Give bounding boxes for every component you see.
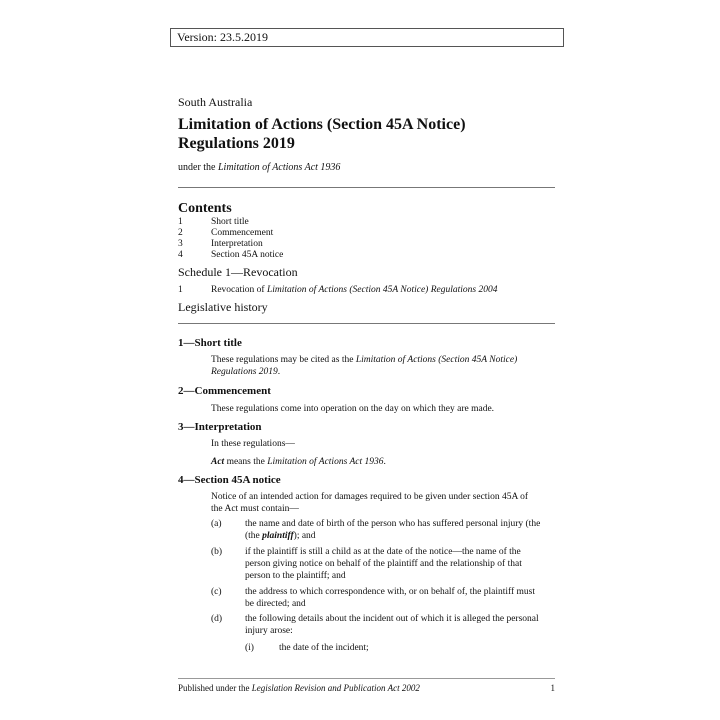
section-heading-1: 1—Short title bbox=[178, 337, 242, 349]
paragraph-a bbox=[211, 518, 556, 544]
paragraph-c bbox=[211, 586, 556, 612]
under-prefix: under the bbox=[178, 162, 218, 173]
section-3-definition bbox=[211, 456, 556, 468]
section-2-text: These regulations come into operation on the day on which they are made. bbox=[211, 404, 495, 414]
paragraph-c-line-2: be directed; and bbox=[245, 599, 306, 609]
paragraph-b-line-2: person giving notice on behalf of the plaintiff and the relationship of that bbox=[245, 559, 522, 569]
divider bbox=[178, 187, 555, 188]
paragraph-text bbox=[245, 586, 556, 610]
title-line-1: Limitation of Actions (Section 45A Notice) bbox=[178, 116, 466, 133]
section-1-citation-2: Regulations 2019 bbox=[211, 367, 278, 377]
toc-num: 1 bbox=[178, 217, 183, 227]
enabling-act-name: Limitation of Actions Act 1936 bbox=[218, 162, 341, 173]
paragraph-text bbox=[245, 546, 556, 582]
section-1-prefix: These regulations may be cited as the bbox=[211, 355, 356, 365]
paragraph-label: (a) bbox=[211, 519, 222, 529]
paragraph-b bbox=[211, 546, 556, 584]
paragraph-c-line-1: the address to which correspondence with, or on behalf of, the plaintiff must bbox=[245, 587, 536, 597]
section-1-suffix: . bbox=[277, 367, 281, 377]
definition-mid: means the bbox=[224, 457, 268, 467]
paragraph-a-line-1: the name and date of birth of the person who has suffered personal injury (the bbox=[245, 519, 541, 529]
toc-label[interactable]: Section 45A notice bbox=[211, 250, 284, 260]
paragraph-a-line-2: (the plaintiff); and bbox=[245, 531, 316, 541]
definition-term: Act bbox=[211, 457, 225, 467]
legislative-history-link[interactable]: Legislative history bbox=[178, 300, 268, 314]
section-4-intro-line-2: the Act must contain— bbox=[211, 504, 299, 514]
paragraph-text bbox=[245, 518, 556, 542]
footer-act: Legislation Revision and Publication Act 2002 bbox=[251, 683, 420, 693]
jurisdiction: South Australia bbox=[178, 95, 253, 109]
paragraph-label: (d) bbox=[211, 614, 223, 624]
toc-schedule-title: Limitation of Actions (Section 45A Notice) Regulations 2004 bbox=[266, 285, 498, 295]
section-heading-4: 4—Section 45A notice bbox=[178, 474, 281, 486]
paragraph-label: (b) bbox=[211, 547, 223, 557]
section-4-intro-line-1: Notice of an intended action for damages required to be given under section 45A of bbox=[211, 492, 529, 502]
section-4-intro bbox=[211, 491, 556, 515]
page-title bbox=[178, 115, 558, 153]
toc-schedule-prefix: Revocation of bbox=[211, 285, 267, 295]
section-3-intro: In these regulations— bbox=[211, 439, 295, 449]
paragraph-d-line-1: the following details about the incident out of which it is alleged the personal bbox=[245, 614, 539, 624]
defined-term: plaintiff bbox=[262, 531, 294, 541]
toc-num: 4 bbox=[178, 250, 183, 260]
section-heading-3: 3—Interpretation bbox=[178, 421, 262, 433]
schedule-heading[interactable]: Schedule 1—Revocation bbox=[178, 265, 298, 279]
subparagraph-label: (i) bbox=[245, 643, 254, 653]
version-label: Version: 23.5.2019 bbox=[177, 30, 268, 44]
definition-end: . bbox=[383, 457, 386, 467]
paragraph-b-line-1: if the plaintiff is still a child as at the date of the notice—the name of the bbox=[245, 547, 521, 557]
page-number: 1 bbox=[550, 683, 555, 693]
enabling-act-line bbox=[178, 162, 340, 173]
subparagraph-i bbox=[245, 642, 556, 656]
paragraph-label: (c) bbox=[211, 587, 222, 597]
paragraph-d-line-2: injury arose: bbox=[245, 626, 293, 636]
section-heading-2: 2—Commencement bbox=[178, 385, 271, 397]
toc-num: 3 bbox=[178, 239, 183, 249]
footer-prefix: Published under the bbox=[178, 683, 252, 693]
section-1-line-1 bbox=[211, 354, 556, 366]
toc-label[interactable]: Commencement bbox=[211, 228, 274, 238]
paragraph-a-end: ); and bbox=[293, 531, 316, 541]
paragraph-d bbox=[211, 613, 556, 639]
subparagraph-text: the date of the incident; bbox=[279, 643, 369, 653]
toc-num: 2 bbox=[178, 228, 183, 238]
definition-act: Limitation of Actions Act 1936 bbox=[267, 457, 384, 467]
footer-divider bbox=[178, 678, 555, 679]
title-line-2: Regulations 2019 bbox=[178, 135, 295, 152]
toc-label[interactable] bbox=[211, 285, 497, 296]
section-1-line-2 bbox=[211, 366, 556, 378]
toc-num: 1 bbox=[178, 285, 183, 295]
paragraph-text bbox=[245, 613, 556, 637]
divider bbox=[178, 323, 555, 324]
contents-heading: Contents bbox=[178, 201, 232, 216]
toc-label[interactable]: Interpretation bbox=[211, 239, 263, 249]
footer bbox=[178, 683, 555, 693]
version-box bbox=[170, 28, 564, 47]
section-1-citation-1: Limitation of Actions (Section 45A Notice) bbox=[355, 355, 518, 365]
toc-label[interactable]: Short title bbox=[211, 217, 249, 227]
section-1-text bbox=[211, 354, 556, 378]
paragraph-b-line-3: person to the plaintiff; and bbox=[245, 571, 346, 581]
